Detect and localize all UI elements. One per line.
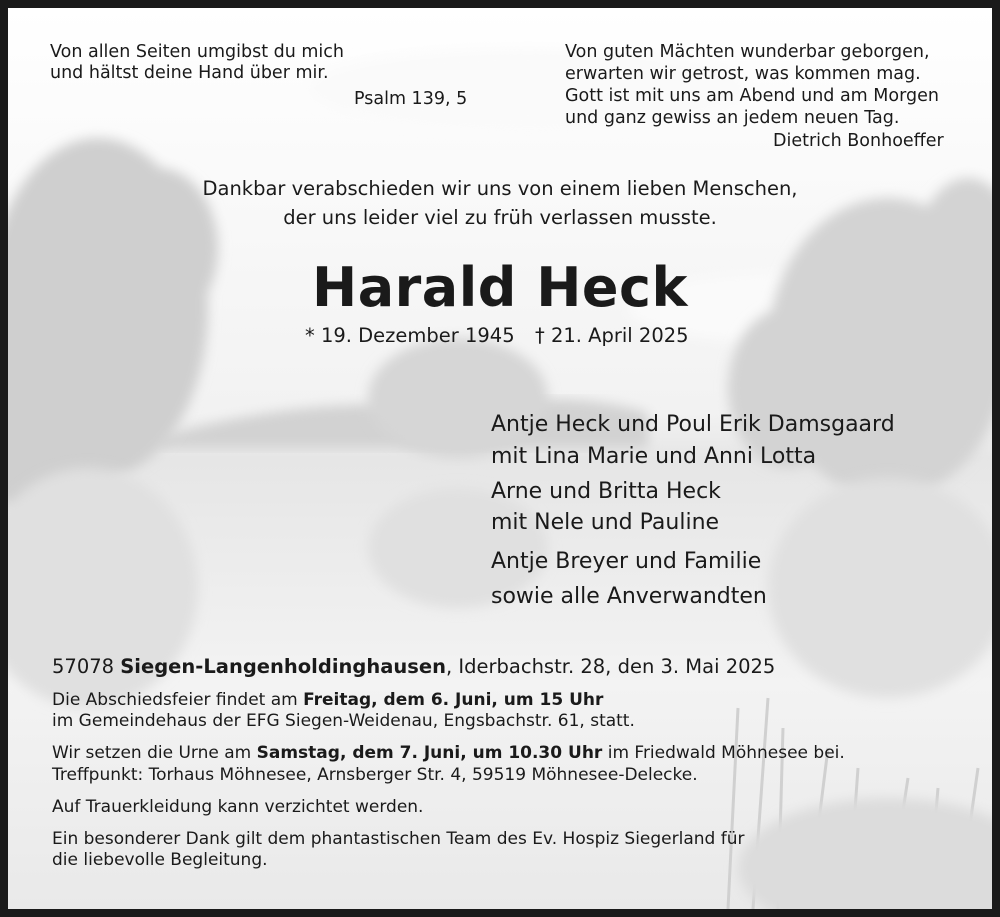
address-city: Siegen-Langenholdinghausen	[120, 655, 446, 678]
farewell-date: Freitag, dem 6. Juni, um 15 Uhr	[303, 690, 604, 710]
farewell-pre: Die Abschiedsfeier findet am	[52, 690, 304, 710]
quote-right-line-1: Von guten Mächten wunderbar geborgen,	[565, 42, 930, 62]
family-line-2: mit Lina Marie und Anni Lotta	[491, 444, 817, 469]
urn-post: im Friedwald Möhnesee bei.	[602, 743, 845, 763]
family-line-5: Antje Breyer und Familie	[491, 549, 762, 574]
quote-left-line-2: und hältst deine Hand über mir.	[50, 63, 329, 83]
urn-line-2: Treffpunkt: Torhaus Möhnesee, Arnsberger Str. 4, 59519 Möhnesee-Delecke.	[52, 765, 698, 785]
mourning-dress-notice: Auf Trauerkleidung kann verzichtet werden.	[52, 797, 424, 817]
intro-line-2: der uns leider viel zu früh verlassen musste.	[283, 206, 717, 229]
deceased-name: Harald Heck	[312, 256, 688, 319]
address-rest: , Iderbachstr. 28, den 3. Mai 2025	[445, 655, 776, 678]
quote-right-line-3: Gott ist mit uns am Abend und am Morgen	[565, 86, 939, 106]
thanks-line-1: Ein besonderer Dank gilt dem phantastischen Team des Ev. Hospiz Siegerland für	[52, 829, 745, 849]
farewell-line-2: im Gemeindehaus der EFG Siegen-Weidenau, Engsbachstr. 61, statt.	[52, 711, 635, 731]
quote-right-author: Dietrich Bonhoeffer	[773, 131, 944, 151]
family-line-1: Antje Heck und Poul Erik Damsgaard	[491, 412, 895, 437]
urn-line-1	[52, 743, 845, 764]
quote-left-source: Psalm 139, 5	[354, 89, 468, 109]
farewell-line-1	[52, 690, 603, 711]
quote-right-line-2: erwarten wir getrost, was kommen mag.	[565, 64, 921, 84]
family-line-6: sowie alle Anverwandten	[491, 584, 767, 609]
address-line	[52, 655, 775, 678]
thanks-line-2: die liebevolle Begleitung.	[52, 850, 268, 870]
intro-line-1: Dankbar verabschieden wir uns von einem lieben Menschen,	[202, 177, 798, 200]
quote-left-line-1: Von allen Seiten umgibst du mich	[50, 42, 345, 62]
family-line-3: Arne und Britta Heck	[491, 479, 721, 504]
family-line-4: mit Nele und Pauline	[491, 510, 720, 535]
birth-date: * 19. Dezember 1945	[305, 324, 515, 347]
death-date: † 21. April 2025	[535, 324, 689, 347]
address-zip: 57078	[52, 655, 115, 678]
urn-pre: Wir setzen die Urne am	[52, 743, 257, 763]
quote-right-line-4: und ganz gewiss an jedem neuen Tag.	[565, 108, 900, 128]
urn-date: Samstag, dem 7. Juni, um 10.30 Uhr	[256, 743, 603, 763]
